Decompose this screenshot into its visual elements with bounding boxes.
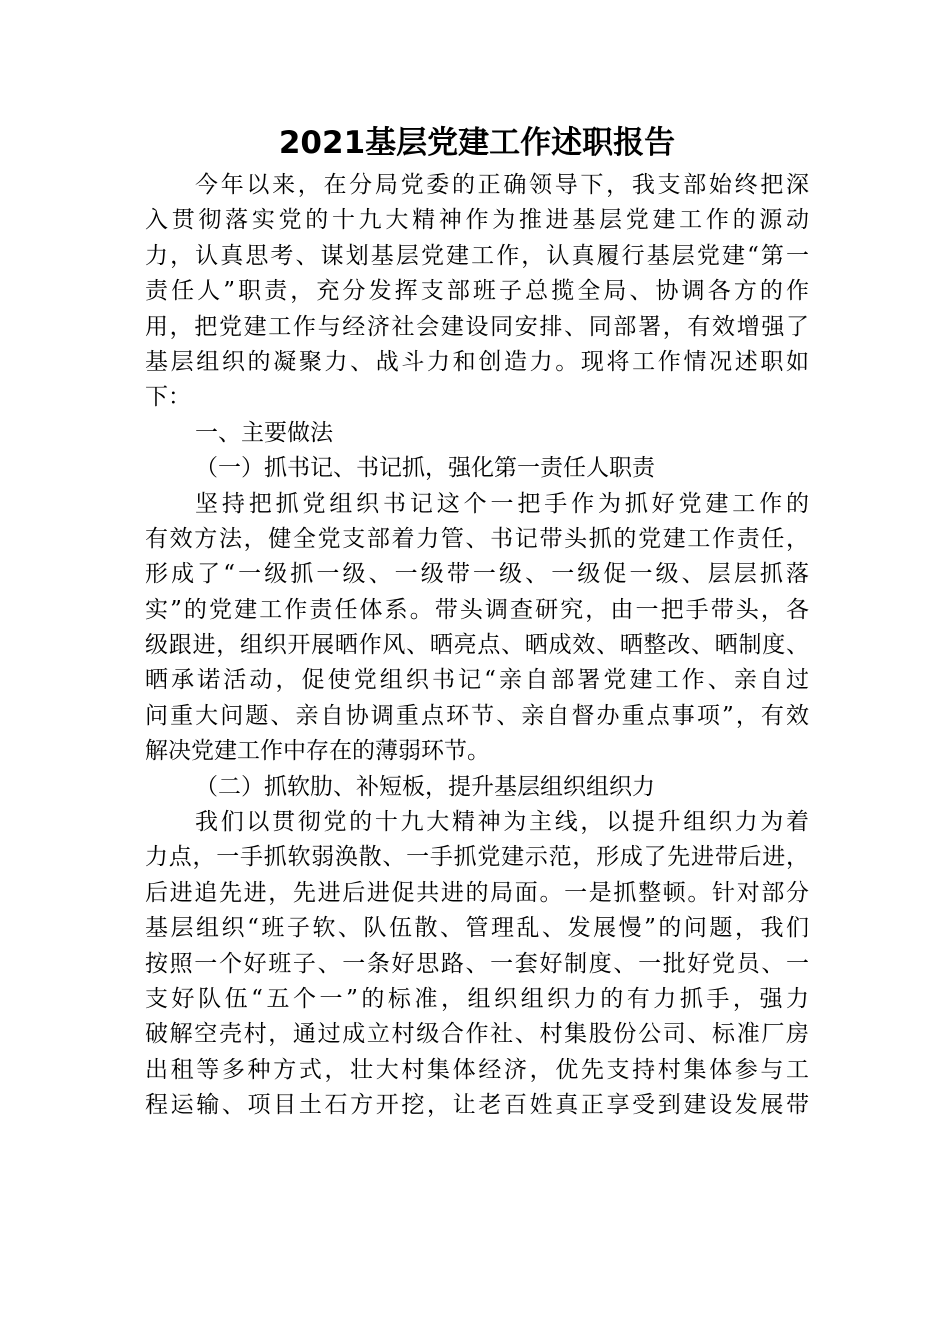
paragraph-line: 形成了“一级抓一级、一级带一级、一级促一级、层层抓落 (145, 561, 809, 588)
paragraph-line: 有效方法，健全党支部着力管、书记带头抓的党建工作责任， (145, 525, 809, 552)
document-title: 2021基层党建工作述职报告 (278, 125, 676, 161)
paragraph-line: 实”的党建工作责任体系。带头调查研究，由一把手带头，各 (145, 596, 809, 623)
paragraph-line: 后进追先进，先进后进促共进的局面。一是抓整顿。针对部分 (145, 879, 809, 906)
paragraph-line: 解决党建工作中存在的薄弱环节。 (145, 738, 490, 765)
paragraph-line: 用，把党建工作与经济社会建设同安排、同部署，有效增强了 (145, 313, 809, 340)
subsection-heading: （二）抓软肋、补短板，提升基层组织组织力 (195, 773, 655, 800)
subsection-heading: （一）抓书记、书记抓，强化第一责任人职责 (195, 455, 655, 482)
paragraph-line: 我们以贯彻党的十九大精神为主线，以提升组织力为着 (195, 809, 809, 836)
document-page (145, 118, 809, 1124)
paragraph-line: 破解空壳村，通过成立村级合作社、村集股份公司、标准厂房 (145, 1021, 809, 1048)
paragraph-line: 基层组织的凝聚力、战斗力和创造力。现将工作情况述职如 (145, 348, 809, 375)
paragraph-line: 力点，一手抓软弱涣散、一手抓党建示范，形成了先进带后进， (145, 844, 809, 871)
paragraph-line: 今年以来，在分局党委的正确领导下，我支部始终把深 (195, 172, 809, 198)
paragraph-line: 下： (145, 384, 191, 411)
paragraph-line: 支好队伍“五个一”的标准，组织组织力的有力抓手，强力 (145, 985, 809, 1012)
paragraph-line: 力，认真思考、谋划基层党建工作，认真履行基层党建“第一 (145, 242, 809, 269)
paragraph-line: 入贯彻落实党的十九大精神作为推进基层党建工作的源动 (145, 207, 809, 234)
paragraph-line: 问重大问题、亲自协调重点环节、亲自督办重点事项”，有效 (145, 702, 809, 729)
paragraph-line: 按照一个好班子、一条好思路、一套好制度、一批好党员、一 (145, 950, 809, 977)
paragraph-line: 基层组织“班子软、队伍散、管理乱、发展慢”的问题，我们 (145, 915, 809, 942)
paragraph-line: 责任人”职责，充分发挥支部班子总揽全局、协调各方的作 (145, 278, 809, 305)
paragraph-line: 出租等多种方式，壮大村集体经济，优先支持村集体参与工 (145, 1056, 809, 1083)
paragraph-line: 程运输、项目土石方开挖，让老百姓真正享受到建设发展带 (145, 1092, 809, 1119)
document-body (145, 168, 809, 1124)
paragraph-line: 坚持把抓党组织书记这个一把手作为抓好党建工作的 (195, 490, 809, 517)
section-heading: 一、主要做法 (195, 419, 333, 446)
paragraph-line: 级跟进，组织开展晒作风、晒亮点、晒成效、晒整改、晒制度、 (145, 632, 809, 659)
paragraph-line: 晒承诺活动，促使党组织书记“亲自部署党建工作、亲自过 (145, 667, 809, 694)
